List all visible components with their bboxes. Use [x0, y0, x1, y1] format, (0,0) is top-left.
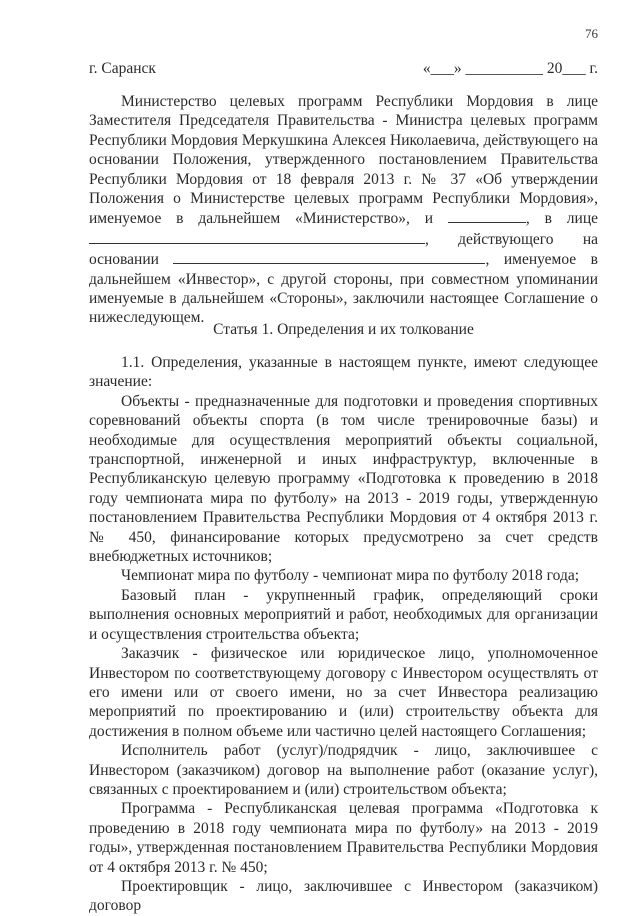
city: г. Саранск	[89, 60, 156, 77]
date-blank: «___» __________ 20___ г.	[422, 60, 598, 77]
intro-paragraph	[89, 92, 598, 328]
intro-text-4: , именуемое в дальнейшем «Инвестор», с другой стороны, при совместном упоминании именуемые в дальнейшем «Стороны», заключили настоящее Соглашение о нижеследующем.	[89, 251, 599, 327]
definitions-section	[89, 353, 598, 916]
paragraph: 1.1. Определения, указанные в настоящем пункте, имеют следующее значение:	[89, 354, 598, 391]
blank-field	[173, 249, 485, 264]
paragraph: Заказчик - физическое или юридическое лицо, уполномоченное Инвестором по соответствующему договору с Инвестором осуществлять от его имени или от своего имени, но за счет Инвестора реализацию мероприятий по проектированию и (или) строительству объекта для достижения в полном объеме или частично целей настоящего Соглашения;	[89, 645, 598, 740]
article-heading: Статья 1. Определения и их толкование	[213, 321, 474, 338]
paragraph: Базовый план - укрупненный график, определяющий сроки выполнения основных мероприятий и работ, необходимых для организации и осуществления строительства объекта;	[89, 586, 598, 643]
paragraph: Чемпионат мира по футболу - чемпионат мира по футболу 2018 года;	[121, 567, 580, 585]
page-number: 76	[585, 26, 598, 41]
intro-text-2: , в лице	[525, 210, 598, 228]
paragraph: Исполнитель работ (услуг)/подрядчик - лицо, заключившее с Инвестором (заказчиком) договор на выполнение работ (оказание услуг), связанных с проектированием и (или) строительством объекта;	[89, 742, 598, 798]
paragraph: Программа - Республиканская целевая программа «Подготовка к проведению в 2018 году чемпионата мира по футболу» на 2013 - 2019 годы», утвержденная постановлением Правительства Республики Мордовия от 4 октября 2013 г. № 450;	[89, 800, 598, 876]
blank-field	[89, 229, 425, 244]
intro-text-3: , действующего на основании	[89, 230, 598, 269]
paragraph: Проектировщик - лицо, заключившее с Инвестором (заказчиком) договор	[89, 877, 598, 915]
blank-field	[448, 208, 526, 223]
paragraph: Объекты - предназначенные для подготовки и проведения спортивных соревнований объекты спорта (в том числе тренировочные базы) и необходимые для осуществления мероприятий объекты социальной, транспортной, инженерной и иных инфраструктур, включенные в Республиканскую целевую программу «Подготовка к проведению в 2018 году чемпионата мира по футболу» на 2013 - 2019 годы, утвержденную постановлением Правительства Республики Мордовия от 4 октября 2013 г. № 450, финансирование которых предусмотрено за счет средств внебюджетных источников;	[89, 392, 598, 566]
intro-text-1: Министерство целевых программ Республики Мордовия в лице Заместителя Председателя Правительства - Министра целевых программ Республики Мордовия Меркушкина Алексея Николаевича, действующего на основании Положения, утвержденного постановлением Правительства Республики Мордовия от 18 февраля 2013 г. № 37 «Об утверждении Положения о Министерстве целевых программ Республики Мордовия», именуемое в дальнейшем «Министерство», и	[89, 93, 598, 228]
